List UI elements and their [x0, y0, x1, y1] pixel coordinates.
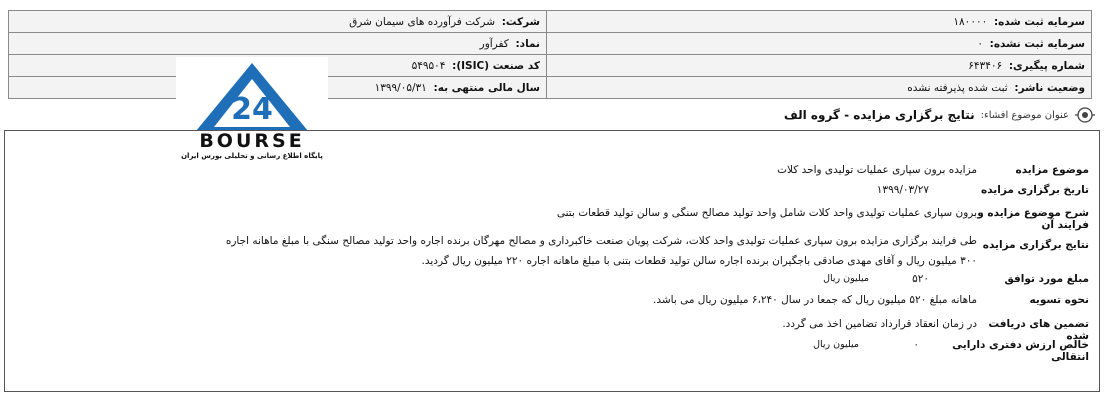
- tracking-cell: [547, 55, 1092, 77]
- detail-row-date: [877, 184, 1089, 196]
- header-row: [9, 33, 1092, 55]
- registered-capital-cell: [547, 11, 1092, 33]
- auction-details-box: [4, 130, 1100, 392]
- symbol-cell: [9, 33, 547, 55]
- company-info-table: [8, 10, 1092, 99]
- company-cell: [9, 11, 547, 33]
- subject-value: مزایده برون سپاری عملیات تولیدی واحد کلات: [777, 164, 977, 176]
- amount-label: مبلغ مورد توافق: [1004, 273, 1089, 285]
- subject-label: موضوع مزایده: [1015, 164, 1089, 176]
- symbol-label: نماد:: [515, 37, 540, 50]
- header-row: [9, 77, 1092, 99]
- result-value: طی فرایند برگزاری مزایده برون سپاری عملیات تولیدی واحد کلات، شرکت پویان صنعت خاکبرداری و مصالح مهرگان برنده اجاره واحد تولید مصالح سنگی با مبلغ ماهانه اجاره ۳۰۰ میلیون ریال و آقای مهدی صادقی باجگیران برنده اجاره سالن تولید قطعات بتنی با مبلغ ماهانه اجاره ۲۲۰ میلیون ریال گردید.: [225, 235, 977, 267]
- result-label: نتایج برگزاری مزایده: [982, 239, 1089, 251]
- amount-unit: میلیون ریال: [823, 273, 869, 284]
- description-value: برون سپاری عملیات تولیدی واحد کلات شامل واحد تولید مصالح سنگی و سالن تولید قطعات بتنی: [556, 207, 977, 219]
- settlement-label: نحوه تسویه: [1029, 294, 1089, 306]
- topic-prefix: عنوان موضوع افشاء:: [980, 109, 1069, 121]
- header-row: [9, 55, 1092, 77]
- logo-wordmark: BOURSE: [199, 130, 305, 152]
- description-label: شرح موضوع مزایده و فرایند آن: [977, 207, 1089, 231]
- symbol-value: کفرآور: [479, 37, 509, 50]
- isic-value: ۵۴۹۵۰۴: [411, 59, 446, 72]
- tracking-label: شماره پیگیری:: [1008, 59, 1085, 72]
- fiscal-label: سال مالی منتهی به:: [433, 81, 540, 94]
- date-value: ۱۳۹۹/۰۳/۲۷: [876, 184, 929, 196]
- amount-value: ۵۲۰: [912, 273, 929, 285]
- detail-row-net-value: [813, 339, 1089, 363]
- isic-label: کد صنعت (ISIC):: [452, 59, 540, 72]
- net-value-value: ۰: [913, 339, 919, 351]
- company-label: شرکت:: [501, 15, 540, 28]
- logo-subtitle: پایگاه اطلاع رسانی و تحلیلی بورس ایران: [181, 152, 323, 160]
- unregistered-capital-value: ۰: [977, 37, 983, 50]
- topic-title: نتایج برگزاری مزایده - گروه الف: [783, 108, 975, 122]
- header-row: [9, 11, 1092, 33]
- detail-row-settlement: [653, 294, 1089, 306]
- fiscal-value: ۱۳۹۹/۰۵/۳۱: [374, 81, 427, 94]
- detail-row-description: [557, 207, 1089, 231]
- publisher-value: ثبت شده پذیرفته نشده: [907, 81, 1008, 94]
- publisher-label: وضعیت ناشر:: [1014, 81, 1085, 94]
- unregistered-capital-label: سرمایه ثبت نشده:: [989, 37, 1085, 50]
- net-value-unit: میلیون ریال: [813, 339, 859, 350]
- detail-row-subject: [777, 164, 1089, 176]
- disclosure-topic: [784, 104, 1095, 126]
- tracking-value: ۶۴۳۴۰۶: [968, 59, 1003, 72]
- detail-row-result: [217, 231, 1089, 271]
- registered-capital-label: سرمایه ثبت شده:: [993, 15, 1085, 28]
- settlement-value: ماهانه مبلغ ۵۲۰ میلیون ریال که جمعا در سال ۶،۲۴۰ میلیون ریال می باشد.: [652, 294, 977, 306]
- target-bullet-icon: [1075, 105, 1095, 125]
- unregistered-capital-cell: [547, 33, 1092, 55]
- detail-row-amount: [823, 273, 1089, 285]
- date-label: تاریخ برگزاری مزایده: [981, 184, 1089, 196]
- net-value-label: خالص ارزش دفتری دارایی انتقالی: [952, 339, 1089, 363]
- guarantee-value: در زمان انعقاد قرارداد تضامین اخذ می گردد.: [782, 318, 977, 330]
- logo-number: 24: [231, 92, 273, 127]
- guarantee-label: تضمین های دریافت شده: [988, 318, 1089, 342]
- publisher-cell: [547, 77, 1092, 99]
- registered-capital-value: ۱۸۰۰۰۰: [953, 15, 988, 28]
- company-value: شرکت فرآورده های سیمان شرق: [349, 15, 496, 28]
